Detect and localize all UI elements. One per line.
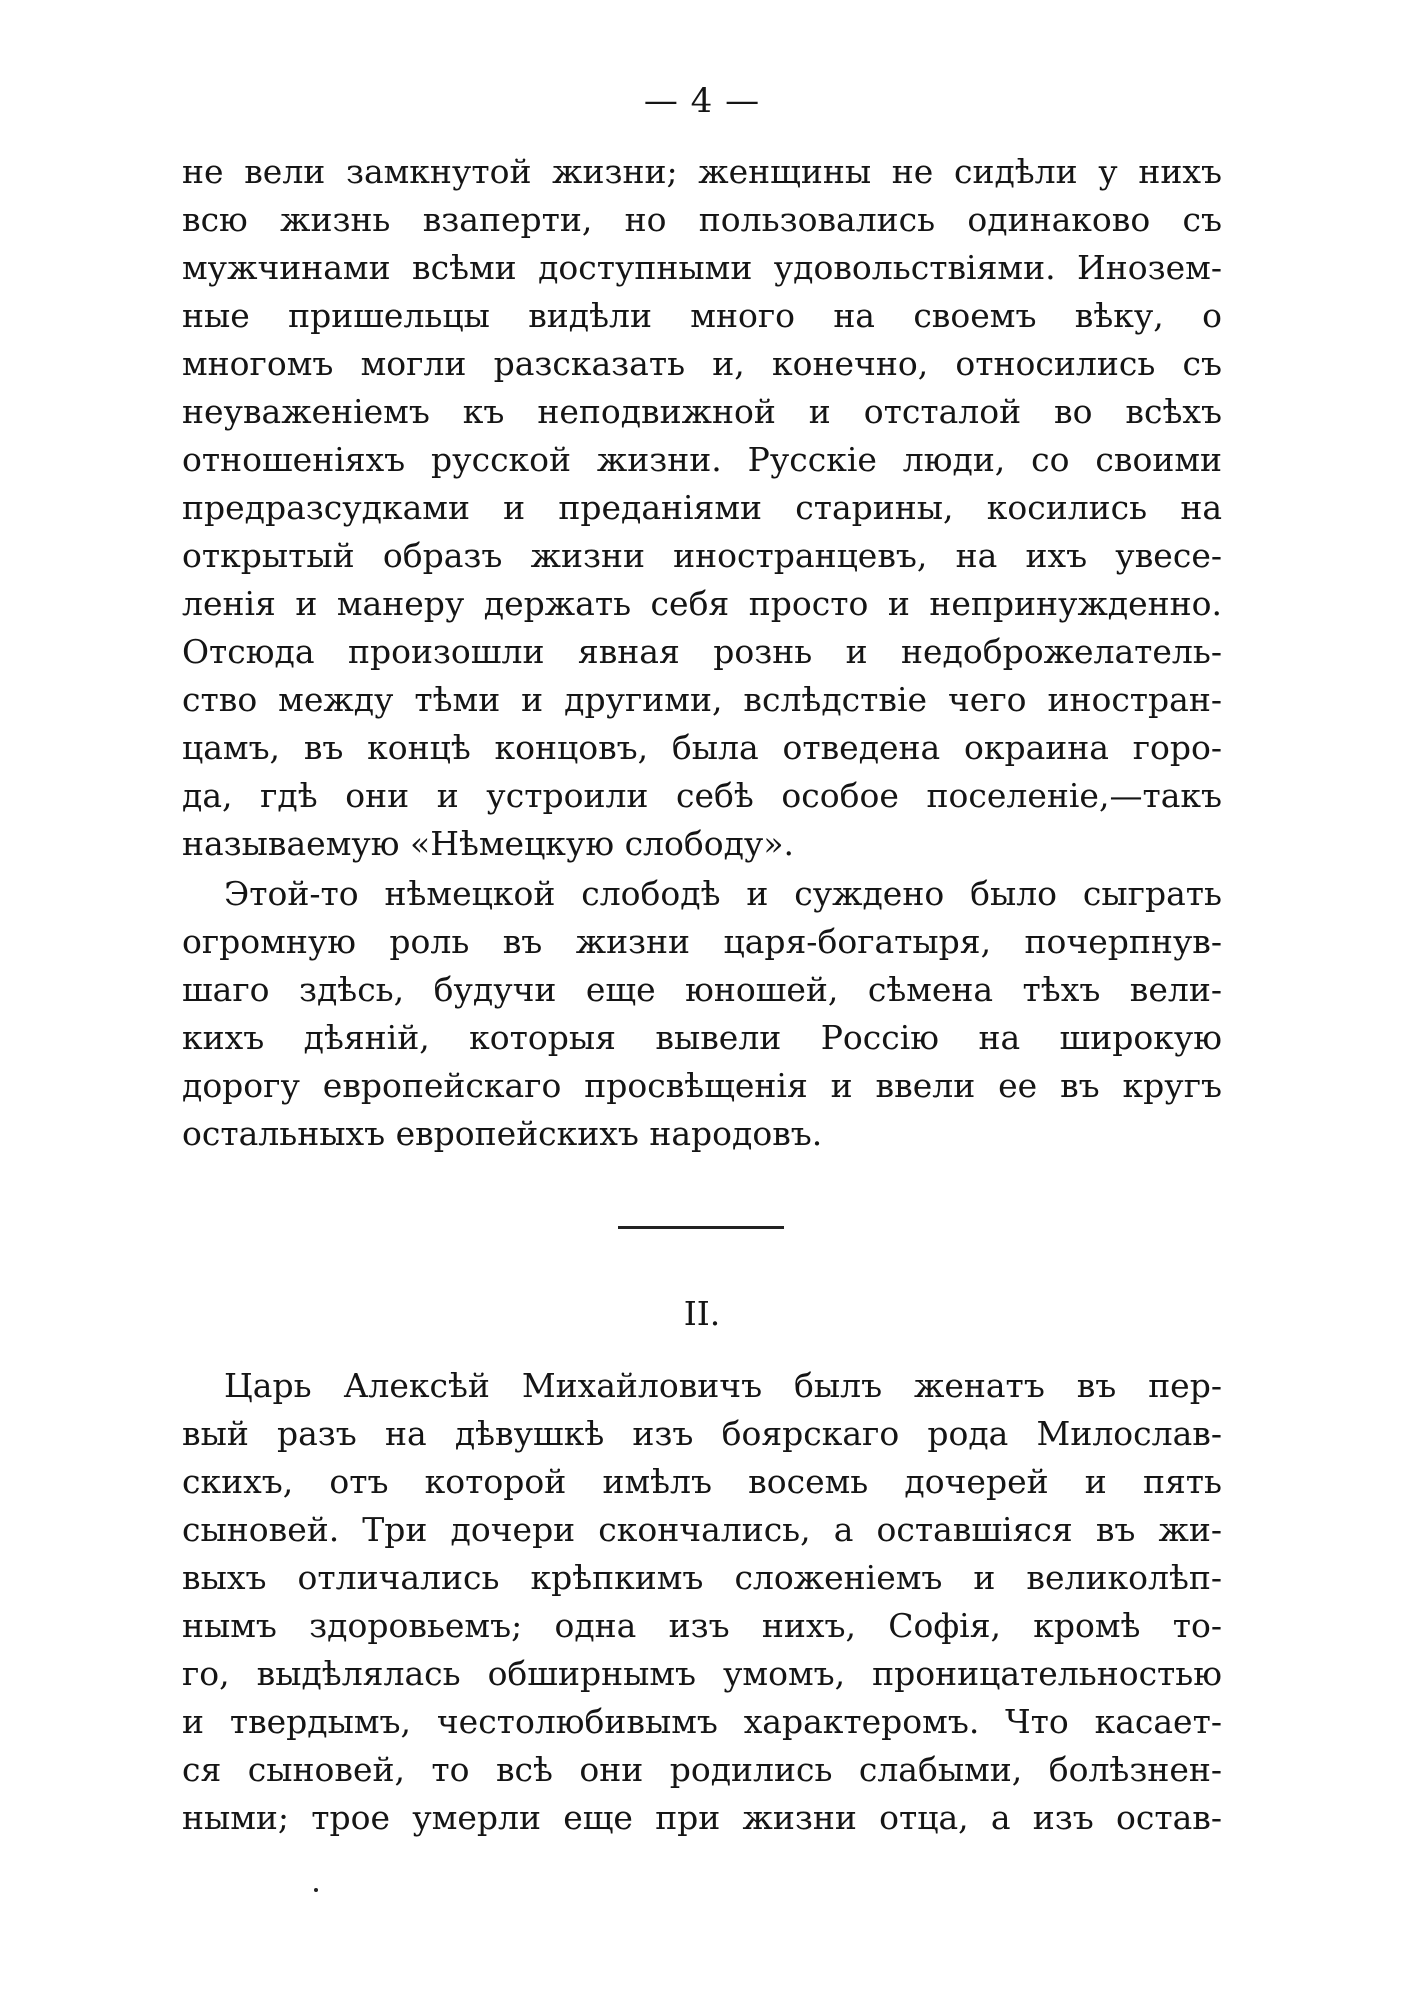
text-line: Царь Алексѣй Михайловичъ былъ женатъ въ пер- <box>224 1366 1222 1405</box>
text-line: ные пришельцы видѣли много на своемъ вѣку, о <box>182 296 1222 335</box>
text-line: называемую «Нѣмецкую слободу». <box>182 824 795 863</box>
text-line: дорогу европейскаго просвѣщенія и ввели ее въ кругъ <box>182 1066 1222 1105</box>
text-line: не вели замкнутой жизни; женщины не сидѣли у нихъ <box>182 152 1222 191</box>
text-line: шаго здѣсь, будучи еще юношей, сѣмена тѣхъ вели- <box>182 970 1222 1009</box>
text-line: вый разъ на дѣвушкѣ изъ боярскаго рода Милослав- <box>182 1414 1222 1453</box>
text-line: нымъ здоровьемъ; одна изъ нихъ, Софія, кромѣ то- <box>182 1606 1222 1645</box>
ink-speck <box>314 1888 318 1892</box>
text-line: цамъ, въ концѣ концовъ, была отведена окраина горо- <box>182 728 1222 767</box>
page-number: — 4 — <box>643 81 761 121</box>
text-line: ство между тѣми и другими, вслѣдствіе чего иностран- <box>182 680 1222 719</box>
paragraph-3 <box>182 1362 1222 1842</box>
text-line: открытый образъ жизни иностранцевъ, на ихъ увесе- <box>182 536 1222 575</box>
text-line: ными; трое умерли еще при жизни отца, а изъ остав- <box>182 1798 1222 1837</box>
paragraph-1 <box>182 148 1222 868</box>
text-line: и твердымъ, честолюбивымъ характеромъ. Что касает- <box>182 1702 1222 1741</box>
text-line: да, гдѣ они и устроили себѣ особое поселеніе,—такъ <box>182 776 1222 815</box>
text-line: предразсудками и преданіями старины, косились на <box>182 488 1222 527</box>
text-line: огромную роль въ жизни царя-богатыря, почерпнув- <box>182 922 1222 961</box>
paragraph-2 <box>182 870 1222 1158</box>
text-line: сыновей. Три дочери скончались, а оставшіяся въ жи- <box>182 1510 1222 1549</box>
text-line: многомъ могли разсказать и, конечно, относились съ <box>182 344 1222 383</box>
text-line: кихъ дѣяній, которыя вывели Россію на широкую <box>182 1018 1222 1057</box>
text-line: Этой-то нѣмецкой слободѣ и суждено было сыграть <box>224 874 1222 913</box>
text-line: ся сыновей, то всѣ они родились слабыми, болѣзнен- <box>182 1750 1222 1789</box>
text-line: неуваженіемъ къ неподвижной и отсталой во всѣхъ <box>182 392 1222 431</box>
text-line: го, выдѣлялась обширнымъ умомъ, проницательностью <box>182 1654 1222 1693</box>
text-line: остальныхъ европейскихъ народовъ. <box>182 1114 823 1153</box>
text-line: отношеніяхъ русской жизни. Русскіе люди, со своими <box>182 440 1222 479</box>
section-divider <box>618 1226 784 1229</box>
text-line: ленія и манеру держать себя просто и непринужденно. <box>182 584 1222 623</box>
text-line: выхъ отличались крѣпкимъ сложеніемъ и великолѣп- <box>182 1558 1222 1597</box>
section-heading: II. <box>683 1294 721 1333</box>
text-line: скихъ, отъ которой имѣлъ восемь дочерей и пять <box>182 1462 1222 1501</box>
text-line: мужчинами всѣми доступными удовольствіями. Инозем- <box>182 248 1222 287</box>
text-line: Отсюда произошли явная рознь и недоброжелатель- <box>182 632 1222 671</box>
text-line: всю жизнь взаперти, но пользовались одинаково съ <box>182 200 1222 239</box>
